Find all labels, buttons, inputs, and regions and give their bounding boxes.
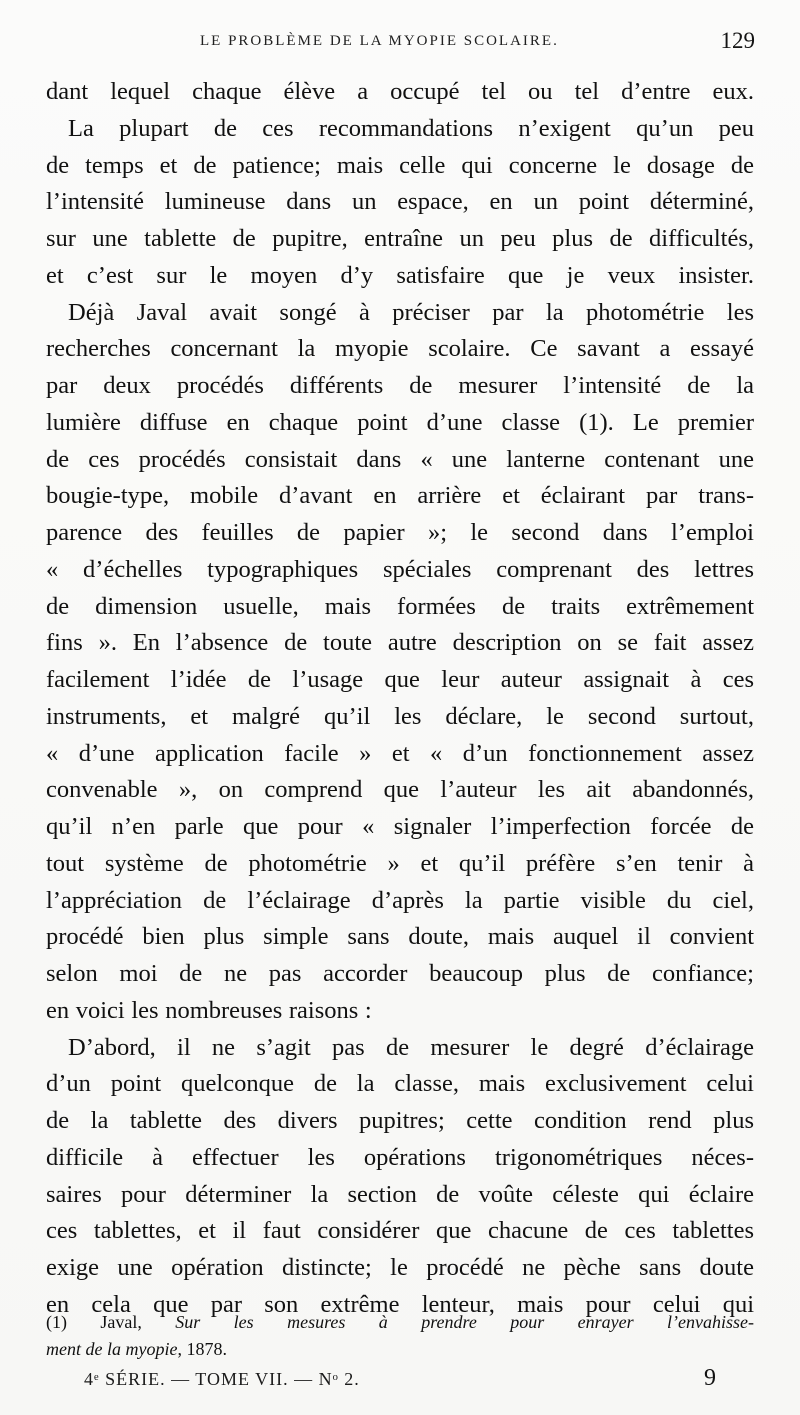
text-line: en cela que par son extrême lenteur, mais pour celui qui	[46, 1290, 754, 1318]
footnote-title-part: Sur les mesures à prendre pour enrayer l’envahisse-	[175, 1312, 754, 1332]
text-line: de la tablette des divers pupitres; cette condition rend plus	[46, 1107, 754, 1134]
text-line: procédé bien plus simple sans doute, mais auquel il convient	[46, 923, 754, 951]
footnote-title-part: ment de la myopie	[46, 1339, 178, 1359]
footnote-line	[46, 1309, 754, 1336]
text-line: « d’échelles typographiques spéciales comprenant des lettres	[46, 555, 754, 583]
footnote	[46, 1309, 754, 1363]
text-line: bougie-type, mobile d’avant en arrière et éclairant par trans-	[46, 482, 754, 510]
text-line: par deux procédés différents de mesurer l’intensité de la	[46, 372, 754, 399]
text-line: exige une opération distincte; le procédé ne pèche sans doute	[46, 1254, 754, 1281]
text-line: instruments, et malgré qu’il les déclare, le second surtout,	[46, 702, 754, 730]
text-line: difficile à effectuer les opérations trigonométriques néces-	[46, 1143, 754, 1171]
text-line: D’abord, il ne s’agit pas de mesurer le degré d’éclairage	[68, 1033, 754, 1061]
text-line: Déjà Javal avait songé à préciser par la photométrie les	[68, 298, 754, 326]
page-footer	[84, 1365, 716, 1399]
text-line: qu’il n’en parle que pour « signaler l’imperfection forcée de	[46, 813, 754, 840]
footnote-reference: (1) Javal,	[46, 1312, 176, 1332]
text-line: parence des feuilles de papier »; le second dans l’emploi	[46, 519, 754, 546]
text-line: d’un point quelconque de la classe, mais exclusivement celui	[46, 1070, 754, 1098]
text-line: dant lequel chaque élève a occupé tel ou tel d’entre eux.	[46, 78, 754, 105]
text-line: recherches concernant la myopie scolaire. Ce savant a essayé	[46, 335, 754, 363]
text-line: « d’une application facile » et « d’un fonctionnement assez	[46, 739, 754, 767]
text-line: l’appréciation de l’éclairage d’après la partie visible du ciel,	[46, 886, 754, 914]
text-line: lumière diffuse en chaque point d’une classe (1). Le premier	[46, 408, 754, 436]
footnote-line	[46, 1336, 754, 1363]
body-text	[46, 74, 754, 1324]
page-header	[200, 28, 755, 61]
text-line: fins ». En l’absence de toute autre description on se fait assez	[46, 629, 754, 657]
text-line: ces tablettes, et il faut considérer que chacune de ces tablettes	[46, 1217, 754, 1245]
footnote-year: , 1878.	[177, 1339, 227, 1359]
text-line: facilement l’idée de l’usage que leur auteur assignait à ces	[46, 666, 754, 693]
text-line: et c’est sur le moyen d’y satisfaire que je veux insister.	[46, 261, 754, 289]
text-line: de temps et de patience; mais celle qui concerne le dosage de	[46, 151, 754, 179]
series-signature: 4ᵉ SÉRIE. — TOME VII. — Nᵒ 2.	[84, 1369, 360, 1389]
text-line: selon moi de ne pas accorder beaucoup plus de confiance;	[46, 960, 754, 987]
text-line: l’intensité lumineuse dans un espace, en un point déterminé,	[46, 188, 754, 216]
running-title: LE PROBLÈME DE LA MYOPIE SCOLAIRE.	[200, 33, 559, 49]
text-line: en voici les nombreuses raisons :	[46, 996, 372, 1024]
text-line: de dimension usuelle, mais formées de traits extrêmement	[46, 592, 754, 620]
text-line: tout système de photométrie » et qu’il préfère s’en tenir à	[46, 849, 754, 877]
text-line: de ces procédés consistait dans « une lanterne contenant une	[46, 445, 754, 473]
text-line: sur une tablette de pupitre, entraîne un peu plus de difficultés,	[46, 225, 754, 252]
text-line: La plupart de ces recommandations n’exigent qu’un peu	[68, 114, 754, 142]
text-line: saires pour déterminer la section de voûte céleste qui éclaire	[46, 1180, 754, 1208]
text-line: convenable », on comprend que l’auteur les ait abandonnés,	[46, 776, 754, 804]
sheet-number: 9	[704, 1365, 716, 1391]
page-number: 129	[720, 28, 755, 53]
